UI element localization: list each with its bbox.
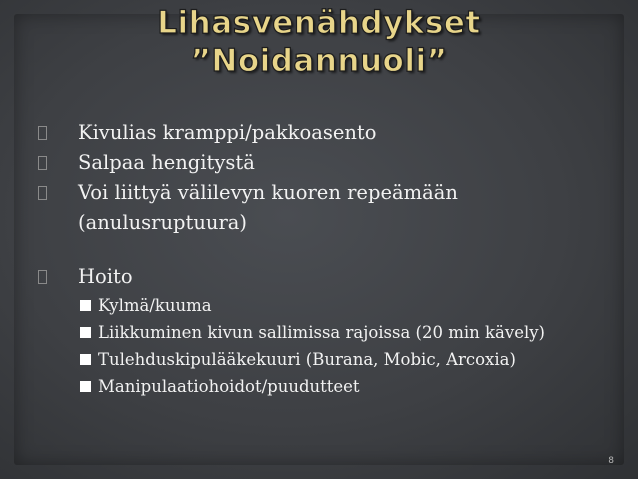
bullet-item	[36, 262, 616, 292]
sub-bullet-text: Liikkuminen kivun sallimissa rajoissa (20 min kävely)	[98, 323, 545, 342]
sub-bullet-item	[36, 373, 616, 400]
sub-bullet-square-icon	[80, 354, 91, 365]
bullet-square-icon	[38, 126, 47, 140]
sub-bullet-item	[36, 319, 616, 346]
sub-bullet-item	[36, 292, 616, 319]
bullet-square-icon	[38, 270, 47, 284]
bullet-item	[36, 178, 616, 238]
bullet-text: Kivulias kramppi/pakkoasento	[78, 121, 377, 144]
bullet-text: Voi liittyä välilevyn kuoren repeämään	[78, 181, 458, 204]
sub-bullet-text: Manipulaatiohoidot/puudutteet	[98, 377, 360, 396]
sub-bullet-square-icon	[80, 300, 91, 311]
sub-bullet-text: Tulehduskipulääkekuuri (Burana, Mobic, Arcoxia)	[98, 350, 516, 369]
sub-bullet-text: Kylmä/kuuma	[98, 296, 212, 315]
sub-bullet-item	[36, 346, 616, 373]
bullet-square-icon	[38, 186, 47, 200]
bullet-text: Hoito	[78, 265, 133, 288]
slide-body	[36, 118, 616, 400]
bullet-item	[36, 118, 616, 148]
bullet-text: Salpaa hengitystä	[78, 151, 255, 174]
bullet-item	[36, 148, 616, 178]
page-number: 8	[608, 456, 614, 466]
sub-bullet-square-icon	[80, 381, 91, 392]
title-line-2: ”Noidannuoli”	[190, 43, 448, 79]
sub-bullet-square-icon	[80, 327, 91, 338]
bullet-text-continued: (anulusruptuura)	[78, 211, 248, 234]
title-line-1: Lihasvenähdykset	[157, 5, 481, 41]
slide-title	[0, 4, 638, 80]
bullet-square-icon	[38, 156, 47, 170]
